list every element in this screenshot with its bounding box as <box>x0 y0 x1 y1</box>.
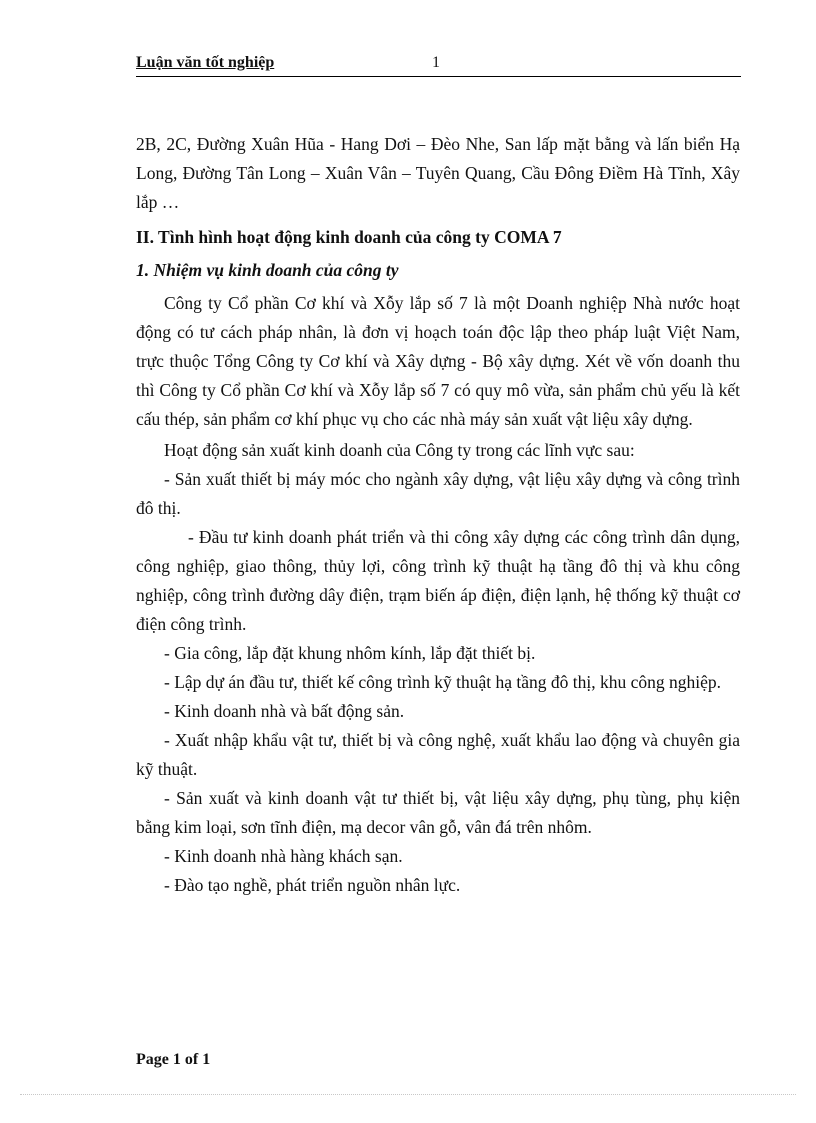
page-header <box>136 52 741 77</box>
page-footer: Page 1 of 1 <box>136 1051 211 1068</box>
activities-intro: Hoạt động sản xuất kinh doanh của Công ty trong các lĩnh vực sau: <box>164 440 635 460</box>
list-item: - Xuất nhập khẩu vật tư, thiết bị và công nghệ, xuất khẩu lao động và chuyên gia kỹ thuật. <box>136 730 740 779</box>
list-item: - Lập dự án đầu tư, thiết kế công trình kỹ thuật hạ tầng đô thị, khu công nghiệp. <box>164 672 721 692</box>
page-bottom-divider <box>20 1094 796 1095</box>
subsection-heading: 1. Nhiệm vụ kinh doanh của công ty <box>136 260 399 280</box>
list-item: - Kinh doanh nhà và bất động sản. <box>164 701 405 721</box>
list-item: - Đầu tư kinh doanh phát triển và thi công xây dựng các công trình dân dụng, công nghiệp, giao thông, thủy lợi, công trình kỹ thuật hạ tầng đô thị và khu công nghiệp, công trình đường dây điện, trạm biến áp điện, điện lạnh, hệ thống kỹ thuật cơ điện công trình. <box>136 527 740 634</box>
section-heading: II. Tình hình hoạt động kinh doanh của công ty COMA 7 <box>136 227 562 247</box>
document-body <box>136 130 740 900</box>
list-item: - Gia công, lắp đặt khung nhôm kính, lắp đặt thiết bị. <box>164 643 536 663</box>
header-title: Luận văn tốt nghiệp <box>136 54 275 71</box>
list-item: - Đào tạo nghề, phát triển nguồn nhân lực. <box>164 875 461 895</box>
intro-paragraph: Công ty Cổ phần Cơ khí và Xỗy lắp số 7 là một Doanh nghiệp Nhà nước hoạt động có tư cách pháp nhân, là đơn vị hoạch toán độc lập theo pháp luật Việt Nam, trực thuộc Tổng Công ty Cơ khí và Xây dựng - Bộ xây dựng. Xét về vốn doanh thu thì Công ty Cổ phần Cơ khí và Xỗy lắp số 7 có quy mô vừa, sản phẩm chủ yếu là kết cấu thép, sản phẩm cơ khí phục vụ cho các nhà máy sản xuất vật liệu xây dựng. <box>136 293 740 429</box>
list-item: - Kinh doanh nhà hàng khách sạn. <box>164 846 403 866</box>
list-item: - Sản xuất và kinh doanh vật tư thiết bị, vật liệu xây dựng, phụ tùng, phụ kiện bằng kim loại, sơn tĩnh điện, mạ decor vân gỗ, vân đá trên nhôm. <box>136 788 740 837</box>
header-page-number: 1 <box>432 54 440 71</box>
continued-paragraph: 2B, 2C, Đường Xuân Hũa - Hang Dơi – Đèo Nhe, San lấp mặt bằng và lấn biển Hạ Long, Đường Tân Long – Xuân Vân – Tuyên Quang, Cầu Đông Điềm Hà Tĩnh, Xây lắp … <box>136 134 740 212</box>
list-item: - Sản xuất thiết bị máy móc cho ngành xây dựng, vật liệu xây dựng và công trình đô thị. <box>136 469 740 518</box>
